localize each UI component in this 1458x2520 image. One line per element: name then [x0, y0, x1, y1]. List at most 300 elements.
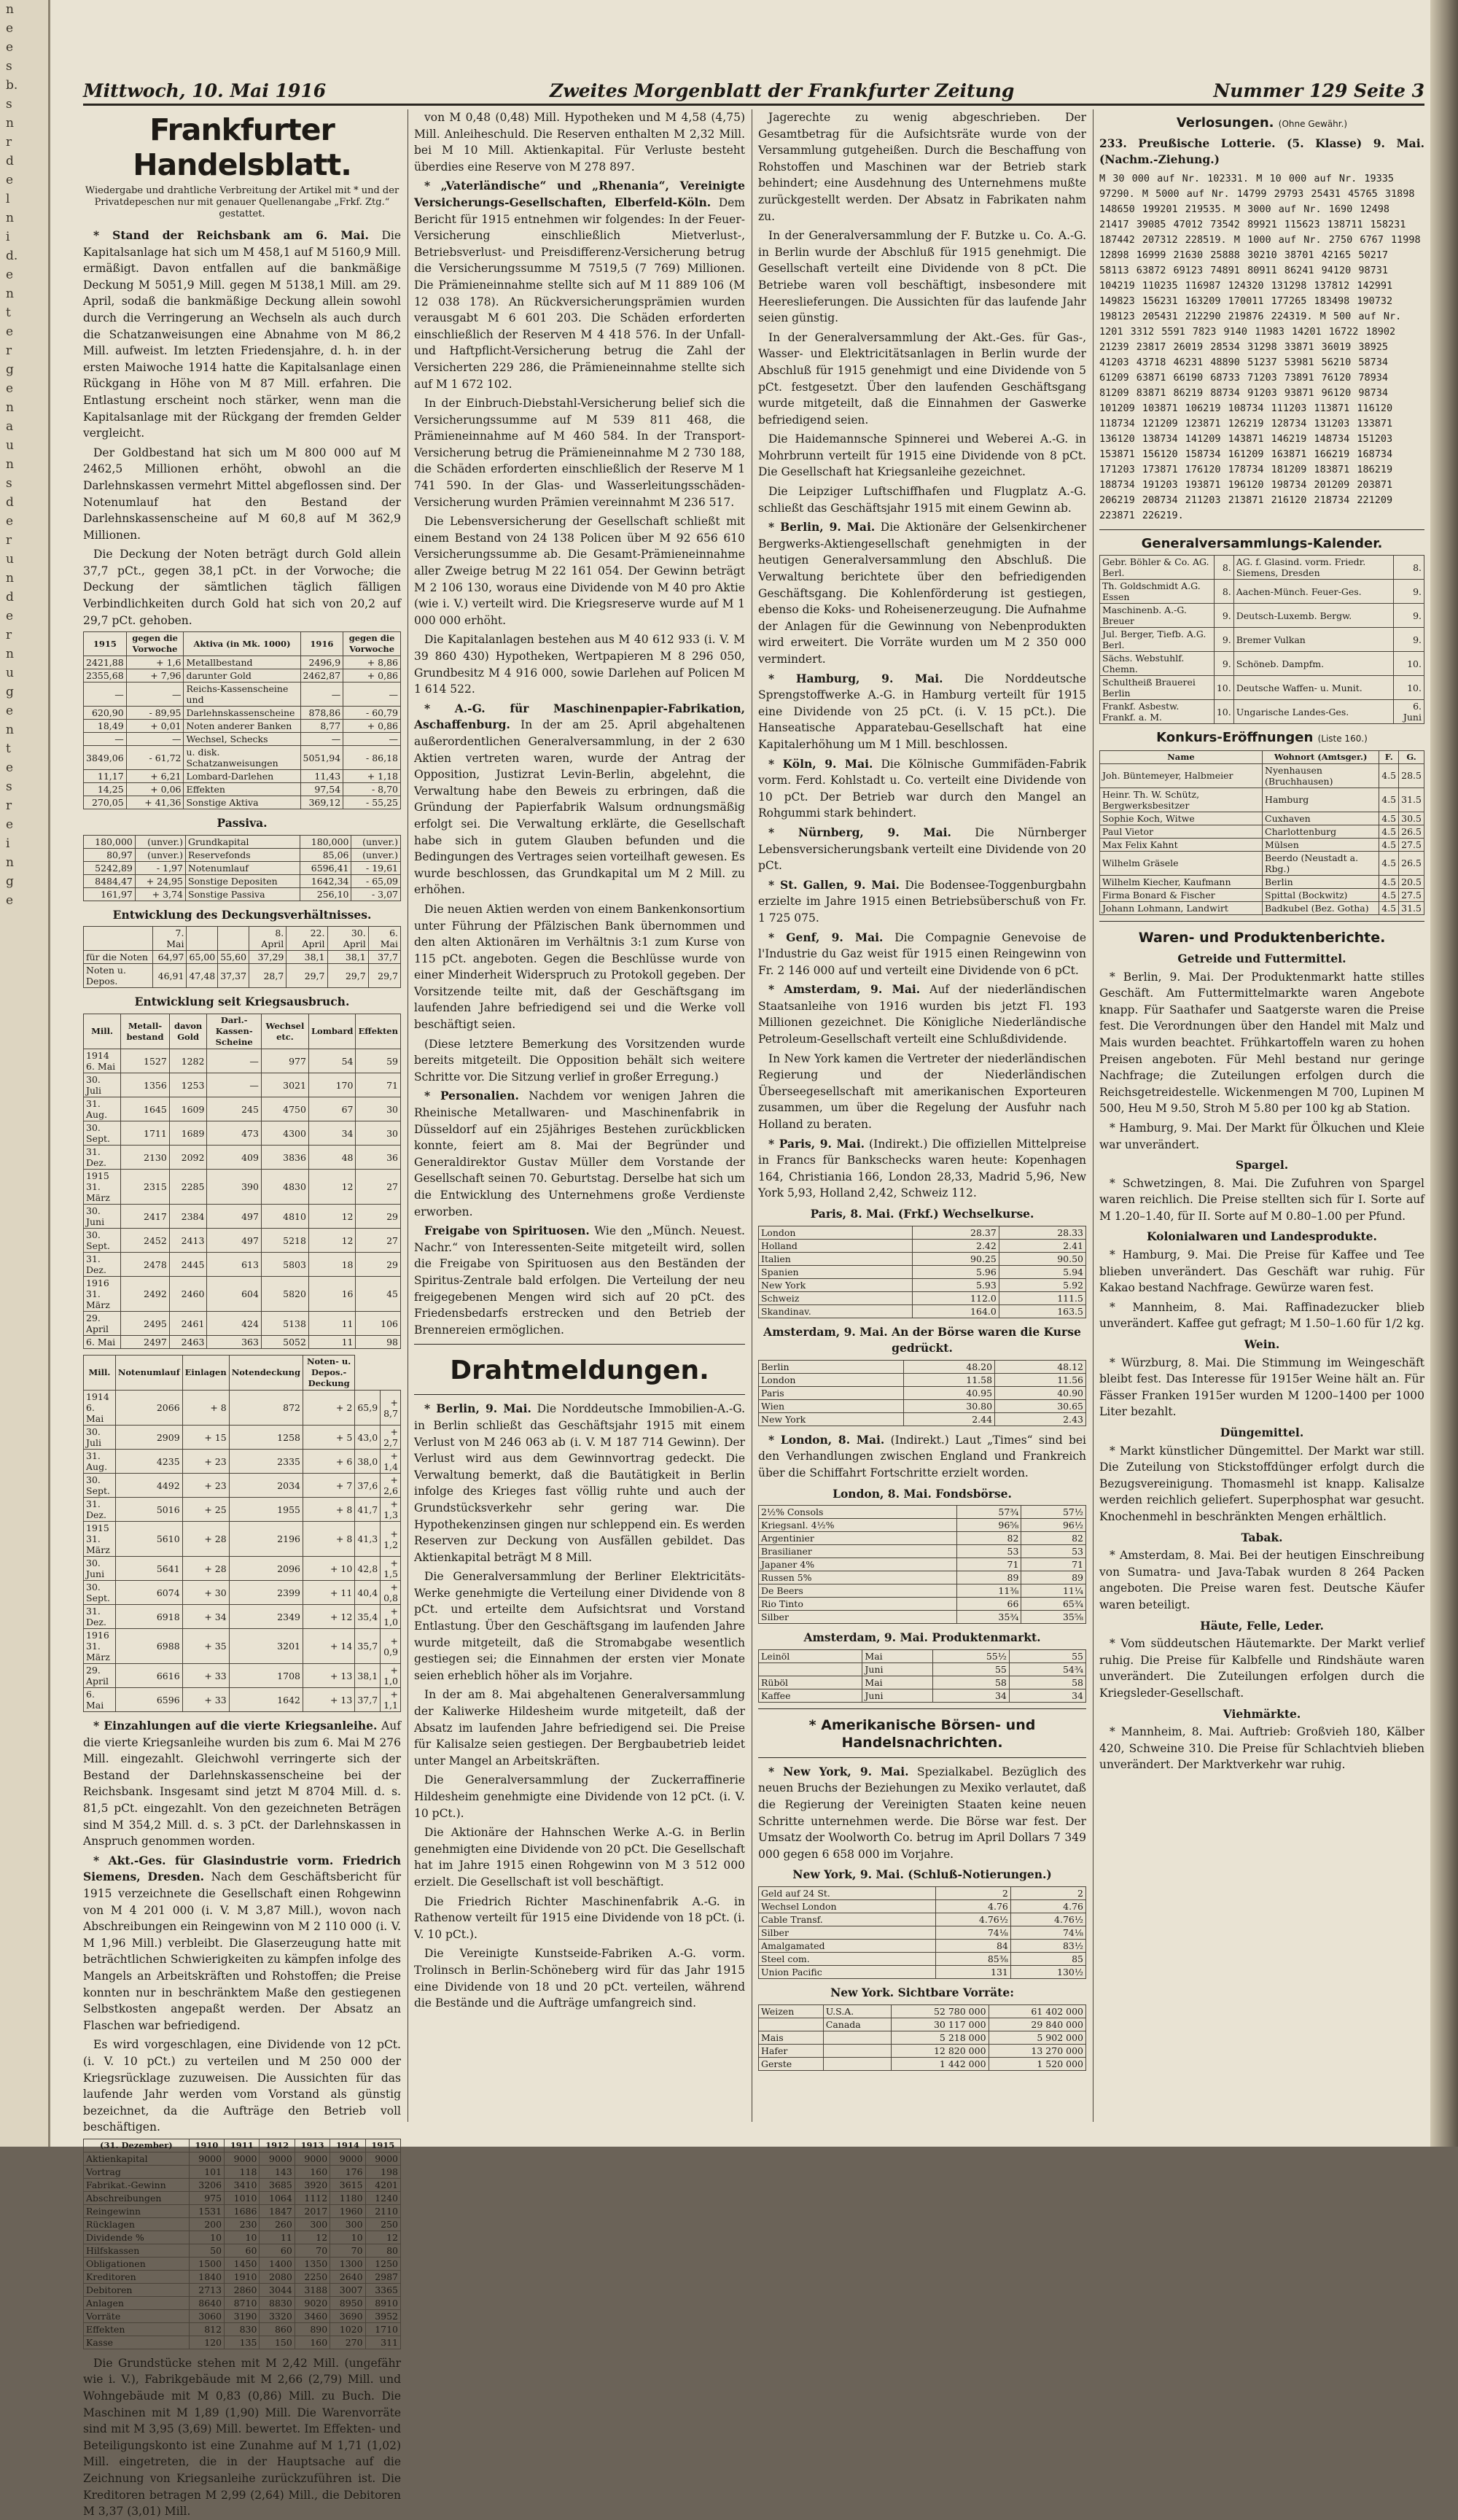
table-cell: Noten u. Depos.	[84, 964, 153, 988]
kriegs-heading: Entwicklung seit Kriegsausbruch.	[134, 995, 350, 1009]
deckung-table	[83, 926, 401, 988]
table-cell: 30	[356, 1121, 401, 1146]
article-heading: * Paris, 9. Mai.	[768, 1136, 865, 1151]
table-cell: 200	[189, 2217, 224, 2231]
table-cell	[823, 2044, 891, 2057]
table-cell: 14,25	[84, 783, 127, 796]
table-cell: + 0,06	[126, 783, 184, 796]
article-body: Die Friedrich Richter Maschinenfabrik A.-G. in Rathenow verteilt für 1915 eine Dividende von 18 pCt. (i. V. 10 pCt.).	[414, 1894, 745, 1941]
table-cell: 245	[207, 1097, 261, 1121]
table-cell: 31. Dez.	[84, 1605, 116, 1629]
article-body: Die Nürnberger Lebensversicherungsbank verteilt eine Dividende von 20 pCt.	[758, 825, 1086, 873]
table-row	[84, 1121, 401, 1146]
table-cell: + 3,74	[135, 887, 185, 901]
table-cell: + 35	[182, 1629, 229, 1664]
table-cell: 46,91	[153, 964, 187, 988]
header-newspaper-name: Zweites Morgenblatt der Frankfurter Zeitung	[550, 80, 1015, 101]
table-cell: 198	[365, 2165, 400, 2178]
table-cell: - 60,79	[343, 707, 401, 720]
table-cell: 409	[207, 1146, 261, 1170]
table-cell: + 10	[303, 1557, 354, 1581]
table-cell: 5.93	[912, 1278, 999, 1291]
table-row	[1100, 556, 1424, 580]
table-cell: 9.	[1393, 604, 1424, 628]
table-cell: 27.5	[1399, 888, 1424, 901]
table-cell: 270,05	[84, 796, 127, 809]
table-cell: 180,000	[300, 835, 351, 848]
article-body: Die Aktionäre der Hahnschen Werke A.-G. in Berlin genehmigten eine Dividende von 20 pCt. Die Gesellschaft hat im Jahre 1915 einen Rohgewinn von M 3 512 000 erzielt. Die Gesellschaft ist voll beschäftigt.	[414, 1826, 745, 1889]
table-cell: New York	[759, 1278, 913, 1291]
table-cell: 30. Juli	[84, 1073, 121, 1097]
table-cell: 13 270 000	[989, 2044, 1085, 2057]
table-row	[84, 887, 401, 901]
table-cell: 180,000	[84, 835, 136, 848]
article-body: * Hamburg, 9. Mai. Der Markt für Ölkuchen und Kleie war unverändert.	[1099, 1121, 1424, 1151]
table-cell: Darlehnskassenscheine	[184, 707, 300, 720]
table-row	[84, 927, 401, 951]
table-cell: + 8	[303, 1498, 354, 1522]
table-cell: 96½	[1021, 1519, 1086, 1532]
table-cell: + 13	[303, 1664, 354, 1688]
article-body: * Schwetzingen, 8. Mai. Die Zufuhren von Spargel waren reichlich. Die Preise stellten sich für I. Sorte auf M 1.20–1.40, für II. Sorte auf M 0.80–1.00 per Pfund.	[1099, 1176, 1424, 1223]
produkten-table	[758, 1649, 1086, 1703]
table-cell: 52 780 000	[892, 2004, 989, 2018]
table-cell: Schultheiß Brauerei Berlin	[1100, 676, 1215, 700]
table-cell: 878,86	[300, 707, 343, 720]
table-cell: 2285	[169, 1170, 207, 1205]
table-cell: (unver.)	[351, 848, 401, 861]
table-cell: 30. April	[327, 927, 368, 951]
table-row	[1100, 763, 1424, 788]
table-cell: 61 402 000	[989, 2004, 1085, 2018]
table-cell: 10.	[1393, 652, 1424, 676]
table-row	[84, 1498, 401, 1522]
table-cell: + 23	[182, 1474, 229, 1498]
table-cell: + 8	[303, 1522, 354, 1557]
table-cell: 161,97	[84, 887, 136, 901]
table-cell: 60	[260, 2244, 295, 2257]
table-cell: 620,90	[84, 707, 127, 720]
table-cell: 300	[295, 2217, 330, 2231]
table-cell: 85,06	[300, 848, 351, 861]
gv-kalender-table	[1099, 555, 1424, 724]
table-row	[1100, 812, 1424, 825]
table-row	[84, 682, 401, 707]
table-cell: 311	[365, 2336, 400, 2349]
article-body: Auf der niederländischen Staatsanleihe von 1916 wurden bis jetzt Fl. 193 Millionen gezeichnet. Die Königliche Niederländische Petroleum-Gesellschaft verteilt eine Schlußdividende.	[758, 983, 1086, 1046]
table-cell: 300	[330, 2217, 365, 2231]
table-header-cell: Mill.	[84, 1356, 116, 1391]
table-cell: 830	[225, 2322, 260, 2336]
table-cell: 30. Juli	[84, 1426, 116, 1450]
table-row	[1100, 700, 1424, 724]
table-cell: + 8	[182, 1391, 229, 1426]
table-cell: 1710	[365, 2322, 400, 2336]
table-row	[759, 1360, 1086, 1373]
table-cell: 5610	[115, 1522, 182, 1557]
table-cell: 11	[260, 2231, 295, 2244]
table-cell: 55½	[932, 1649, 1009, 1662]
table-cell: 67	[308, 1097, 356, 1121]
table-row	[84, 2283, 401, 2296]
article-body: In der am 8. Mai abgehaltenen Generalversammlung der Kaliwerke Hildesheim wurde mitgeteilt, daß der Absatz im laufenden Jahre befriedigend sei. Die Preise für Kalisalze seien gestiegen. Der Bergbaubetrieb leidet unter Mangel an Arbeitskräften.	[414, 1688, 745, 1768]
table-cell: 1064	[260, 2191, 295, 2204]
table-row	[759, 2018, 1086, 2031]
table-cell: + 2,6	[381, 1474, 401, 1498]
table-cell: + 1,6	[126, 656, 184, 669]
table-row	[759, 1304, 1086, 1318]
table-cell: —	[84, 682, 127, 707]
table-cell: Kasse	[84, 2336, 190, 2349]
table-header-cell: Notenumlauf	[115, 1356, 182, 1391]
section-rule	[1099, 529, 1424, 530]
article-heading: * „Vaterländische“ und „Rhenania“, Vereinigte Versicherungs-Gesellschaften, Elberfeld-Köln.	[414, 179, 745, 209]
table-cell: 55	[932, 1662, 1009, 1676]
table-cell: 80	[365, 2244, 400, 2257]
table-cell: Dividende %	[84, 2231, 190, 2244]
article-body: Nach dem Geschäftsbericht für 1915 verzeichnete die Gesellschaft einen Rohgewinn von M 4 201 000 (i. V. M 3,87 Mill.), wovon nach Abschreibungen ein Reingewinn von M 2 110 000 (i. V. M 1,96 Mill.) verbleibt. Die Glaserzeugung hatte mit beträchtlichen Schwierigkeiten zu kämpfen infolge des Mangels an Arbeitskräften und Rohstoffen; die Preise konnten nur in beschränktem Maße den gestiegenen Selbstkosten angepaßt werden. Der Absatz an Flaschen war befriedigend.	[83, 1870, 402, 2032]
table-cell: 9000	[365, 2152, 400, 2165]
table-cell: 1916 31. März	[84, 1277, 121, 1312]
table-cell: 6. Mai	[84, 1688, 116, 1712]
table-cell: 2.41	[999, 1239, 1085, 1252]
table-cell: 3685	[260, 2178, 295, 2191]
table-cell: Charlottenburg	[1263, 825, 1379, 838]
table-cell: 6. Juni	[1393, 700, 1424, 724]
table-cell: 2492	[121, 1277, 170, 1312]
table-cell: 70	[330, 2244, 365, 2257]
table-cell: 18,49	[84, 720, 127, 733]
table-cell: Wien	[759, 1399, 904, 1412]
table-cell: 2417	[121, 1205, 170, 1229]
table-row	[759, 1965, 1086, 1978]
table-cell: London	[759, 1373, 904, 1386]
table-row	[759, 1252, 1086, 1265]
table-cell: 2080	[260, 2270, 295, 2283]
table-row	[759, 1265, 1086, 1278]
table-cell: 2640	[330, 2270, 365, 2283]
table-row	[84, 1450, 401, 1474]
table-cell: 55	[1009, 1649, 1085, 1662]
table-header-cell: Name	[1100, 750, 1263, 763]
table-cell: 160	[295, 2165, 330, 2178]
table-row	[759, 2031, 1086, 2044]
table-cell: 74⅛	[1010, 1926, 1085, 1939]
article-heading: Freigabe von Spirituosen.	[424, 1224, 590, 1238]
table-cell: 4.5	[1379, 788, 1399, 812]
table-cell: 8640	[189, 2296, 224, 2309]
table-cell: 256,10	[300, 887, 351, 901]
table-cell: Juni	[862, 1689, 932, 1702]
table-cell: 2460	[169, 1277, 207, 1312]
table-cell: 29,7	[368, 964, 400, 988]
table-cell: U.S.A.	[823, 2004, 891, 2018]
table-cell: 812	[189, 2322, 224, 2336]
table-cell: 3920	[295, 2178, 330, 2191]
table-cell: Argentinier	[759, 1532, 957, 1545]
table-row	[759, 1689, 1086, 1702]
table-cell: 8.	[1214, 580, 1233, 604]
reprint-note: Wiedergabe und drahtliche Verbreitung der Artikel mit * und der Privatdepeschen nur mit genauer Quellenangabe „Frkf. Ztg.“ gestattet.	[85, 185, 399, 219]
table-header-cell: Notendeckung	[229, 1356, 303, 1391]
table-cell: 11,43	[300, 770, 343, 783]
article	[758, 519, 1086, 667]
table-cell	[84, 927, 153, 951]
table-cell: 977	[261, 1049, 308, 1073]
table-cell: Paris	[759, 1386, 904, 1399]
table-row	[759, 1291, 1086, 1304]
table-cell: 11¼	[1021, 1584, 1086, 1598]
table-row	[759, 1676, 1086, 1689]
table-cell: + 8,7	[381, 1391, 401, 1426]
article-body: * Amsterdam, 8. Mai. Bei der heutigen Einschreibung von Sumatra- und Java-Tabak wurden 8 264 Packen angeboten. Die Preise waren fest. Deutsche Käufer waren beteiligt.	[1099, 1549, 1424, 1611]
table-cell: 9.	[1393, 628, 1424, 652]
table-cell: 7. Mai	[153, 927, 187, 951]
table-cell: Notenumlauf	[185, 861, 300, 874]
table-row	[759, 2057, 1086, 2070]
table-cell: 111.5	[999, 1291, 1085, 1304]
table-cell: 29 840 000	[989, 2018, 1085, 2031]
table-cell: 2096	[229, 1557, 303, 1581]
konkurs-heading	[1099, 730, 1424, 747]
section-rule	[414, 1344, 745, 1345]
fonds-heading: London, 8. Mai. Fondsbörse.	[833, 1486, 1012, 1501]
table-cell: Canada	[823, 2018, 891, 2031]
table-cell: + 1,1	[381, 1688, 401, 1712]
article-body: Die Generalversammlung der Berliner Elektricitäts-Werke genehmigte die Verteilung einer Dividende von 8 pCt. und erteilte dem Aufsichtsrat und Vorstand Entlastung. Über den Geschäftsgang im laufenden Jahre wurde mitgeteilt, daß die Stromabgabe wesentlich gestiegen sei; die Einnahmen der ersten vier Monate seien erheblich höher als im Vorjahre.	[414, 1570, 745, 1682]
table-cell: Grundkapital	[185, 835, 300, 848]
table-cell: + 1,2	[381, 1522, 401, 1557]
table-row	[759, 1532, 1086, 1545]
article-body: Die Deckung der Noten beträgt durch Gold allein 37,7 pCt., gegen 38,1 pCt. in der Vorwoche; die Deckung der sämtlichen täglich fälligen Verbindlichkeiten durch Gold hat sich von 20,2 auf 29,7 pCt. gehoben.	[83, 548, 401, 627]
table-cell: De Beers	[759, 1584, 957, 1598]
table-header-cell: Darl.-Kassen-Scheine	[207, 1014, 261, 1049]
table-header-cell: Noten- u. Depos.-Deckung	[303, 1356, 354, 1391]
table-header-cell: 1913	[295, 2139, 330, 2152]
table-cell: + 41,36	[126, 796, 184, 809]
table-row	[84, 1391, 401, 1426]
table-cell: 8.	[1214, 556, 1233, 580]
table-cell: 2462,87	[300, 669, 343, 682]
article-body: * Berlin, 9. Mai. Der Produktenmarkt hatte stilles Geschäft. Am Futtermittelmarkte waren Angebote knapp. Für Saathafer und Saatgerste waren die Preise fest. Die Verordnungen über den Handel mit Malz und Mais wurden beachtet. Frühkartoffeln waren zu hohen Preisen angeboten. Für Mehl bestand nur geringe Nachfrage; die Zuteilungen erfolgen durch die Reichsgetreidestelle. Wickenmengen M 700, Lupinen M 500, Heu M 9.50, Stroh M 5.80 per 100 kg ab Station.	[1099, 970, 1424, 1116]
table-cell: Cuxhaven	[1263, 812, 1379, 825]
table-cell: 98	[356, 1336, 401, 1349]
table-cell: Kaffee	[759, 1689, 862, 1702]
table-cell: 27	[356, 1229, 401, 1253]
table-cell: 82	[1021, 1532, 1086, 1545]
table-row	[759, 1598, 1086, 1611]
table-cell: 5138	[261, 1312, 308, 1336]
schluss-heading: New York, 9. Mai. (Schluß-Notierungen.)	[792, 1867, 1052, 1882]
table-cell: 82	[956, 1532, 1021, 1545]
table-cell: 74⅛	[935, 1926, 1010, 1939]
table-cell: 3206	[189, 2178, 224, 2191]
vieh-subheading: Viehmärkte.	[1223, 1706, 1301, 1721]
table-cell: 135	[225, 2336, 260, 2349]
table-cell: Lombard-Darlehen	[184, 770, 300, 783]
table-cell: 4.5	[1379, 838, 1399, 851]
table-cell: 1915 31. März	[84, 1522, 116, 1557]
table-cell: —	[300, 682, 343, 707]
table-row	[84, 2322, 401, 2336]
table-cell: 8910	[365, 2296, 400, 2309]
table-row	[84, 1205, 401, 1229]
table-row	[84, 656, 401, 669]
table-cell: 48	[308, 1146, 356, 1170]
table-cell: Hafer	[759, 2044, 824, 2057]
table-cell: 2.42	[912, 1239, 999, 1252]
table-row	[759, 1571, 1086, 1584]
article-body: Die Kölnische Gummifäden-Fabrik vorm. Ferd. Kohlstadt u. Co. verteilt eine Dividende von 10 pCt. Der Betrieb war durch den Mangel an Rohgummi stark behindert.	[758, 757, 1086, 820]
table-row	[84, 1629, 401, 1664]
table-cell: + 14	[303, 1629, 354, 1664]
article-body: Die Compagnie Genevoise de l'Industrie du Gaz weist für 1915 einen Reingewinn von Fr. 2 146 000 auf und verteilt eine Dividende von 6 pCt.	[758, 930, 1086, 977]
kriegs-table	[83, 1014, 401, 1349]
table-cell: 45	[356, 1277, 401, 1312]
table-header-cell: 1916	[300, 632, 343, 656]
table-row	[1100, 838, 1424, 851]
article-body: * Hamburg, 9. Mai. Die Preise für Kaffee und Tee blieben unverändert. Das Geschäft war ruhig. Für Kakao bestand Nachfrage. Gewürze waren fest.	[1099, 1248, 1424, 1295]
table-cell: Noten anderer Banken	[184, 720, 300, 733]
table-cell: Fabrikat.-Gewinn	[84, 2178, 190, 2191]
table-cell: 9000	[225, 2152, 260, 2165]
column-2	[414, 109, 745, 2122]
table-cell: Abschreibungen	[84, 2191, 190, 2204]
article-heading: * Stand der Reichsbank am 6. Mai.	[93, 228, 369, 242]
table-cell: + 0,86	[343, 720, 401, 733]
table-cell: 31. Dez.	[84, 1146, 121, 1170]
table-cell: 4.5	[1379, 763, 1399, 788]
table-cell: 4.76	[935, 1899, 1010, 1913]
article	[83, 228, 401, 442]
amsterdam-heading: Amsterdam, 9. Mai. An der Börse waren die Kurse gedrückt.	[763, 1324, 1081, 1356]
table-cell: 31. Dez.	[84, 1498, 116, 1522]
table-cell: (unver.)	[351, 835, 401, 848]
table-cell: 35⅝	[1021, 1611, 1086, 1624]
tabak-subheading: Tabak.	[1241, 1530, 1283, 1544]
table-row	[84, 720, 401, 733]
table-cell: Anlagen	[84, 2296, 190, 2309]
table-cell: 2384	[169, 1205, 207, 1229]
table-row	[1100, 851, 1424, 875]
column-3	[758, 109, 1086, 2122]
table-header-cell: davon Gold	[169, 1014, 207, 1049]
table-cell: 1300	[330, 2257, 365, 2270]
table-cell: 112.0	[912, 1291, 999, 1304]
table-cell: 38,1	[286, 951, 327, 964]
table-cell: 4.5	[1379, 825, 1399, 838]
table-cell: 5242,89	[84, 861, 136, 874]
table-cell: 29	[356, 1205, 401, 1229]
article-body: * Vom süddeutschen Häutemarkte. Der Markt verlief ruhig. Die Preise für Kalbfelle und Rindshäute waren unverändert. Die Zuteilungen erfolgen durch die Kriegsleder-Gesellschaft.	[1099, 1637, 1424, 1700]
article-body: * Würzburg, 8. Mai. Die Stimmung im Weingeschäft bleibt fest. Das Interesse für 1915er Weine hält an. Für Fässer Franken 1915er wurden M 1200–1400 per 1000 Liter bezahlt.	[1099, 1356, 1424, 1419]
table-cell: 40,4	[355, 1581, 381, 1605]
table-cell: 6074	[115, 1581, 182, 1605]
article-body: In der am 25. April abgehaltenen außerordentlichen Generalversammlung, in der 2 630 Aktien vertreten waren, wurde der Antrag der Opposition, Justizrat Levin-Berlin, abgelehnt, die Verwaltung habe den Beweis zu erbringen, daß die Gründung der Papierfabrik Walsum ordnungsmäßig erfolgt sei. Die Verwaltung erklärte, die Gesellschaft habe sich in gutem Glauben befunden und die Bedingungen des Vertrages seien vorteilhaft gewesen. Es wurde beschlossen, das Grundkapital um M 2 Mill. zu erhöhen.	[414, 718, 745, 897]
article-body: * Mannheim, 8. Mai. Auftrieb: Großvieh 180, Kälber 420, Schweine 310. Die Preise für Schlachtvieh blieben unverändert. Der Marktverkehr war ruhig.	[1099, 1725, 1424, 1772]
table-row	[84, 1277, 401, 1312]
article-heading: * Personalien.	[424, 1089, 519, 1103]
table-cell	[823, 2057, 891, 2070]
table-cell: 97,54	[300, 783, 343, 796]
table-cell: 9000	[260, 2152, 295, 2165]
table-row	[84, 746, 401, 770]
table-cell: 4.5	[1379, 901, 1399, 914]
table-row	[84, 835, 401, 848]
table-cell: 10.	[1214, 700, 1233, 724]
section-rule	[414, 1394, 745, 1395]
table-cell: - 65,09	[351, 874, 401, 887]
table-cell: 3044	[260, 2283, 295, 2296]
table-cell: 2250	[295, 2270, 330, 2283]
table-cell: 3007	[330, 2283, 365, 2296]
table-cell: + 33	[182, 1688, 229, 1712]
table-cell	[759, 1662, 862, 1676]
article-body: Die Kapitalsanlage hat sich um M 458,1 auf M 5160,9 Mill. ermäßigt. Davon entfallen auf die bankmäßige Deckung M 5051,9 Mill. gegen M 5138,1 Mill. am 29. April, sodaß die bankmäßige Deckung allein sowohl durch die Verringerung an Wechseln als auch durch die Schatzanweisungen eine Abnahme von M 86,2 Mill. aufweist. Im letzten Friedensjahre, d. h. in der ersten Maiwoche 1914 hatte die Kapitalsanlage einen Rückgang in Höhe von M 87 Mill. erfahren. Die Entlastung erscheint noch stärker, wenn man die Kapitalsanlage mit der Rückgang der fremden Gelder vergleicht.	[83, 229, 401, 440]
table-cell: + 8,86	[343, 656, 401, 669]
table-cell: 160	[295, 2336, 330, 2349]
table-cell: Amalgamated	[759, 1939, 936, 1952]
table-cell: 1 520 000	[989, 2057, 1085, 2070]
table-cell: + 24,95	[135, 874, 185, 887]
article	[758, 981, 1086, 1047]
table-cell: Sonstige Aktiva	[184, 796, 300, 809]
table-cell: 90.50	[999, 1252, 1085, 1265]
table-cell: + 2	[303, 1391, 354, 1426]
table-cell: 497	[207, 1205, 261, 1229]
table-cell: - 19,61	[351, 861, 401, 874]
article	[758, 1136, 1086, 1202]
table-cell: Mülsen	[1263, 838, 1379, 851]
table-row	[84, 2165, 401, 2178]
table-cell: + 5	[303, 1426, 354, 1450]
table-cell: 34	[308, 1121, 356, 1146]
table-cell: Sonstige Passiva	[185, 887, 300, 901]
table-cell: 5.92	[999, 1278, 1085, 1291]
table-cell: 4.5	[1379, 888, 1399, 901]
table-cell: 975	[189, 2191, 224, 2204]
table-cell: 2017	[295, 2204, 330, 2217]
article-body: In der Generalversammlung der Akt.-Ges. für Gas-, Wasser- und Elektricitätsanlagen in Berlin wurde der Abschluß für 1915 genehmigt und eine Dividende von 5 pCt. festgesetzt. Über den laufenden Geschäftsgang wurde mitgeteilt, daß die Einnahmen der Gaswerke befriedigend seien.	[758, 330, 1086, 427]
table-cell: 1250	[365, 2257, 400, 2270]
table-cell: 36	[356, 1146, 401, 1170]
table-cell: 363	[207, 1336, 261, 1349]
article-body: Nachdem vor wenigen Jahren die Rheinische Metallwaren- und Maschinenfabrik in Düsseldorf auf ein 25jähriges Bestehen zurückblicken konnte, feiert am 8. Mai der Begründer und Generaldirektor Gustav Müller dem Vorstande der Gesellschaft seinen 70. Geburtstag. Derselbe hat sich um die Entwicklung des Unternehmens große Verdienste erworben.	[414, 1089, 745, 1218]
table-cell: 2497	[121, 1336, 170, 1349]
table-cell: 1914 6. Mai	[84, 1391, 116, 1426]
table-row	[1100, 580, 1424, 604]
table-cell: 8,77	[300, 720, 343, 733]
article-body: Die Lebensversicherung der Gesellschaft schließt mit einem Bestand von 24 138 Policen über M 92 656 610 Versicherungssumme ab. Die Gesamt-Prämieneinnahme aller Zweige betrug M 22 161 054. Der Gewinn beträgt M 2 106 130, woraus eine Dividende von M 40 pro Aktie (wie i. V.) verteilt wird. Die Kriegsreserve wurde auf M 1 000 000 erhöht.	[414, 515, 745, 627]
article-body: In New York kamen die Vertreter der niederländischen Regierung und der Niederländischen Überseegesellschaft mit amerikanischen Exporteuren zusammen, um über die Regelung der Ausfuhr nach Holland zu beraten.	[758, 1051, 1086, 1132]
table-cell: 1356	[121, 1073, 170, 1097]
table-cell: 6616	[115, 1664, 182, 1688]
table-cell: + 33	[182, 1664, 229, 1688]
table-cell: 150	[260, 2336, 295, 2349]
table-row	[84, 2244, 401, 2257]
table-cell: + 15	[182, 1426, 229, 1450]
table-cell: Rio Tinto	[759, 1598, 957, 1611]
table-cell: 89	[956, 1571, 1021, 1584]
table-header-cell: 1915	[84, 632, 127, 656]
table-cell: Effekten	[84, 2322, 190, 2336]
table-cell: 11,17	[84, 770, 127, 783]
article-heading: * Berlin, 9. Mai.	[768, 520, 876, 534]
table-cell: + 12	[303, 1605, 354, 1629]
section-masthead: Frankfurter Handelsblatt.	[133, 112, 351, 182]
table-cell: Schöneb. Dampfm.	[1233, 652, 1393, 676]
table-cell: 130½	[1010, 1965, 1085, 1978]
